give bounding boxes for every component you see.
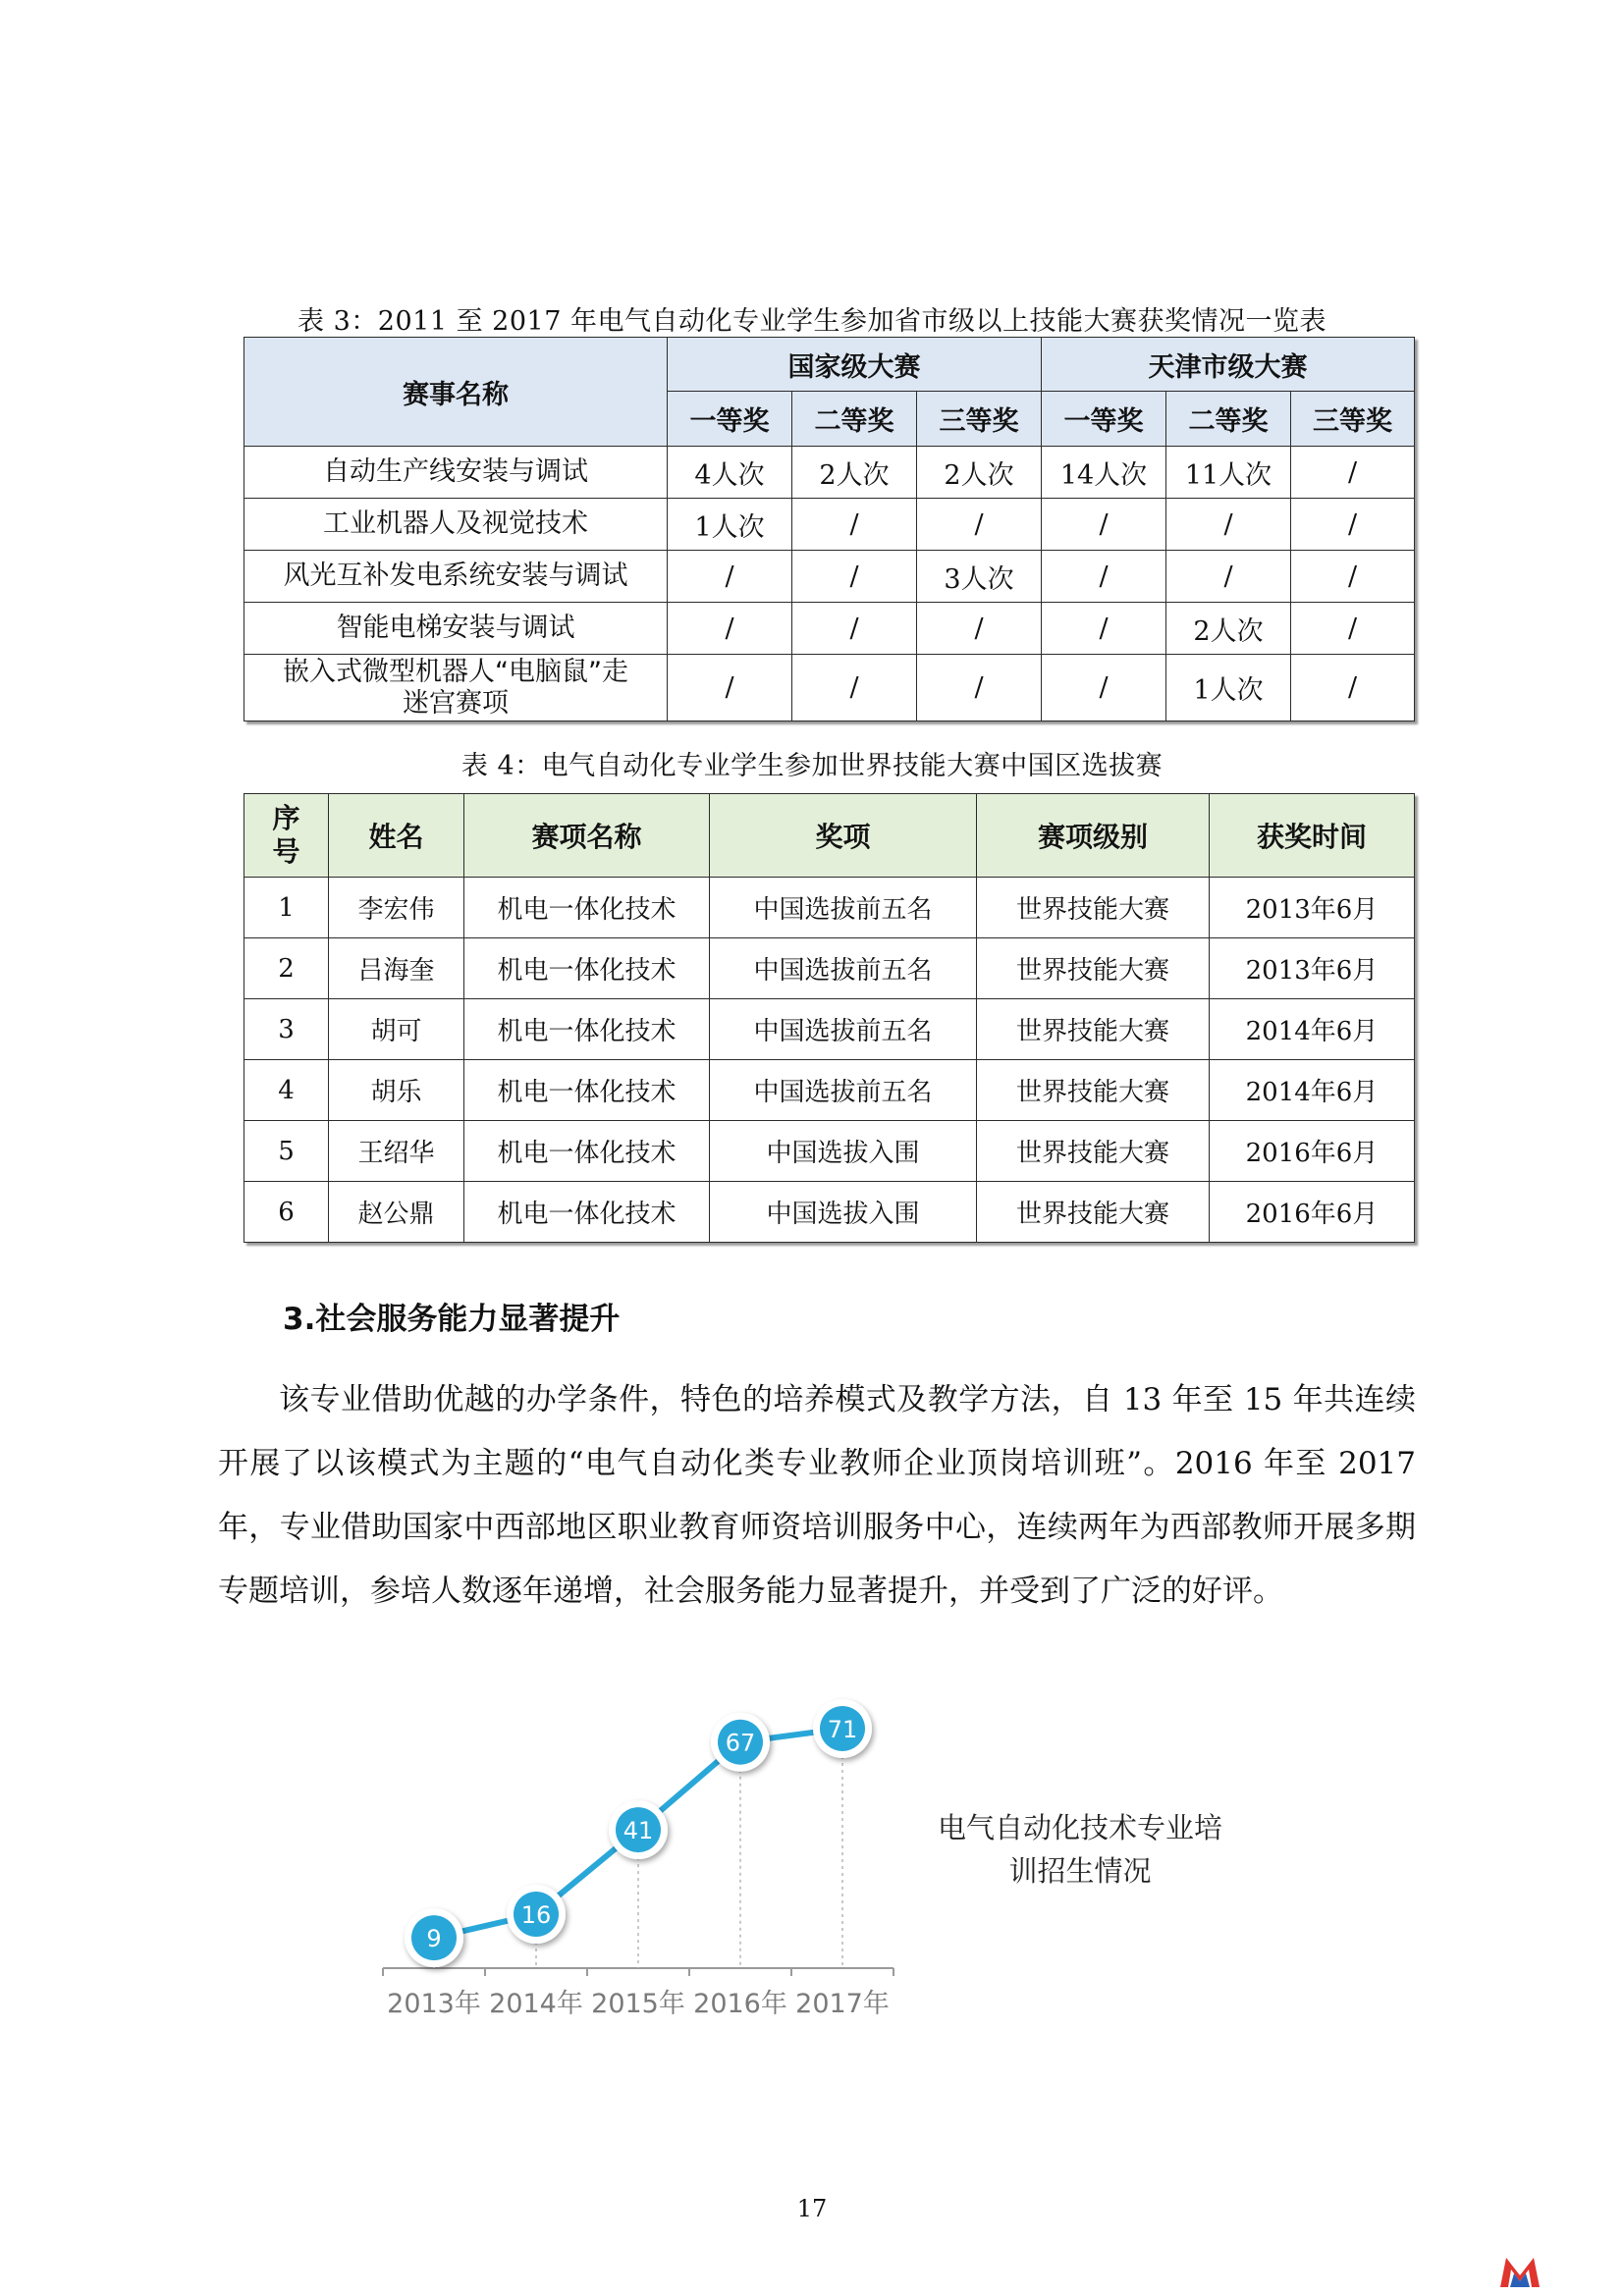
name-cell: 吕海奎 [329,938,464,999]
award-count: 14人次 [1042,447,1166,499]
header-national: 国家级大赛 [668,338,1042,392]
x-tick-label: 2015年 [591,1989,685,2019]
header-award: 二等奖 [792,392,917,447]
event-name: 自动生产线安装与调试 [244,447,668,499]
award-cell: 中国选拔前五名 [710,878,977,938]
data-label: 9 [426,1925,442,1953]
publisher-logo-icon [1498,2254,1542,2289]
header-time: 获奖时间 [1210,794,1415,878]
header-award: 三等奖 [917,392,1042,447]
event-cell: 机电一体化技术 [464,1060,710,1121]
award-cell: 中国选拔入围 [710,1121,977,1182]
award-count: 1人次 [1166,655,1291,721]
award-count: / [1291,655,1415,721]
seq-cell: 4 [244,1060,329,1121]
award-count: / [1166,499,1291,551]
event-name: 工业机器人及视觉技术 [244,499,668,551]
enrollment-line-chart [373,1693,923,2032]
data-label: 41 [623,1817,654,1845]
worldskills-table [244,793,1415,1243]
seq-cell: 5 [244,1121,329,1182]
award-count: / [1291,551,1415,603]
award-count: / [792,655,917,721]
award-cell: 中国选拔前五名 [710,1060,977,1121]
award-count: / [1291,499,1415,551]
seq-cell: 3 [244,999,329,1060]
table4-caption: 表 4：电气自动化专业学生参加世界技能大赛中国区选拔赛 [460,751,1164,781]
section-heading: 3.社会服务能力显著提升 [283,1302,621,1337]
award-count: 3人次 [917,551,1042,603]
header-event: 赛项名称 [464,794,710,878]
table-row [244,655,1415,721]
event-name-line: 迷宫赛项 [403,687,509,719]
table3-caption: 表 3：2011 至 2017 年电气自动化专业学生参加省市级以上技能大赛获奖情况一览表 [298,306,1326,337]
level-cell: 世界技能大赛 [977,938,1210,999]
time-cell: 2013年6月 [1210,878,1415,938]
table-row [244,878,1415,938]
award-table [244,337,1415,721]
time-cell: 2013年6月 [1210,938,1415,999]
chart-title: 电气自动化技术专业培训招生情况 [938,1811,1223,1888]
page-number: 17 [796,2195,828,2222]
award-cell: 中国选拔前五名 [710,938,977,999]
name-cell: 胡乐 [329,1060,464,1121]
time-cell: 2016年6月 [1210,1182,1415,1243]
body-paragraph: 该专业借助优越的办学条件，特色的培养模式及教学方法，自 13 年至 15 年共连续开展了以该模式为主题的“电气自动化类专业教师企业顶岗培训班”。2016 年至 2017 年，专业借助国家中西部地区职业教育师资培训服务中心，连续两年为西部教师开展多期专题培训，参培人数逐年递增，社会服务能力显著提升，并受到了广泛的好评。 [218,1382,1416,1609]
time-cell: 2016年6月 [1210,1121,1415,1182]
header-award: 一等奖 [668,392,792,447]
event-name: 智能电梯安装与调试 [244,603,668,655]
table-row [244,551,1415,603]
header-seq-line: 序 [272,802,300,834]
header-level: 赛项级别 [977,794,1210,878]
header-award: 三等奖 [1291,392,1415,447]
table-row [244,447,1415,499]
table-row [244,1060,1415,1121]
award-count: / [1166,551,1291,603]
award-count: / [917,655,1042,721]
award-count: 11人次 [1166,447,1291,499]
x-tick-label: 2016年 [693,1989,787,2019]
award-count: / [792,603,917,655]
event-cell: 机电一体化技术 [464,878,710,938]
x-tick-label: 2017年 [795,1989,890,2019]
award-count: / [1042,603,1166,655]
data-label: 71 [827,1715,858,1743]
table-row [244,1182,1415,1243]
time-cell: 2014年6月 [1210,999,1415,1060]
header-event-name: 赛事名称 [244,338,668,447]
award-count: 2人次 [792,447,917,499]
header-award: 二等奖 [1166,392,1291,447]
award-count: / [1042,499,1166,551]
event-name [244,655,668,721]
award-count: / [1042,551,1166,603]
award-count: / [792,499,917,551]
event-cell: 机电一体化技术 [464,1121,710,1182]
seq-cell: 1 [244,878,329,938]
level-cell: 世界技能大赛 [977,1182,1210,1243]
event-cell: 机电一体化技术 [464,1182,710,1243]
table-row [244,938,1415,999]
event-name-line: 嵌入式微型机器人“电脑鼠”走 [283,656,628,687]
header-award: 奖项 [710,794,977,878]
table-row [244,1121,1415,1182]
table-row [244,499,1415,551]
name-cell: 王绍华 [329,1121,464,1182]
name-cell: 胡可 [329,999,464,1060]
level-cell: 世界技能大赛 [977,878,1210,938]
event-name: 风光互补发电系统安装与调试 [244,551,668,603]
award-count: / [668,603,792,655]
header-award: 一等奖 [1042,392,1166,447]
header-name: 姓名 [329,794,464,878]
award-count: / [668,655,792,721]
seq-cell: 2 [244,938,329,999]
event-cell: 机电一体化技术 [464,999,710,1060]
award-count: 1人次 [668,499,792,551]
name-cell: 李宏伟 [329,878,464,938]
name-cell: 赵公鼎 [329,1182,464,1243]
x-tick-label: 2014年 [489,1989,583,2019]
level-cell: 世界技能大赛 [977,1060,1210,1121]
award-count: 4人次 [668,447,792,499]
award-count: / [668,551,792,603]
seq-cell: 6 [244,1182,329,1243]
data-label: 67 [725,1729,756,1757]
header-seq-line: 号 [272,835,300,868]
table-row [244,603,1415,655]
award-count: 2人次 [917,447,1042,499]
level-cell: 世界技能大赛 [977,1121,1210,1182]
award-count: / [1042,655,1166,721]
header-seq [244,794,329,878]
event-cell: 机电一体化技术 [464,938,710,999]
time-cell: 2014年6月 [1210,1060,1415,1121]
data-label: 16 [520,1901,552,1929]
award-count: / [1291,603,1415,655]
award-count: / [917,603,1042,655]
award-cell: 中国选拔入围 [710,1182,977,1243]
table-row [244,999,1415,1060]
x-tick-label: 2013年 [387,1989,481,2019]
award-count: / [792,551,917,603]
award-count: 2人次 [1166,603,1291,655]
award-count: / [1291,447,1415,499]
award-cell: 中国选拔前五名 [710,999,977,1060]
level-cell: 世界技能大赛 [977,999,1210,1060]
header-tianjin: 天津市级大赛 [1042,338,1415,392]
award-count: / [917,499,1042,551]
